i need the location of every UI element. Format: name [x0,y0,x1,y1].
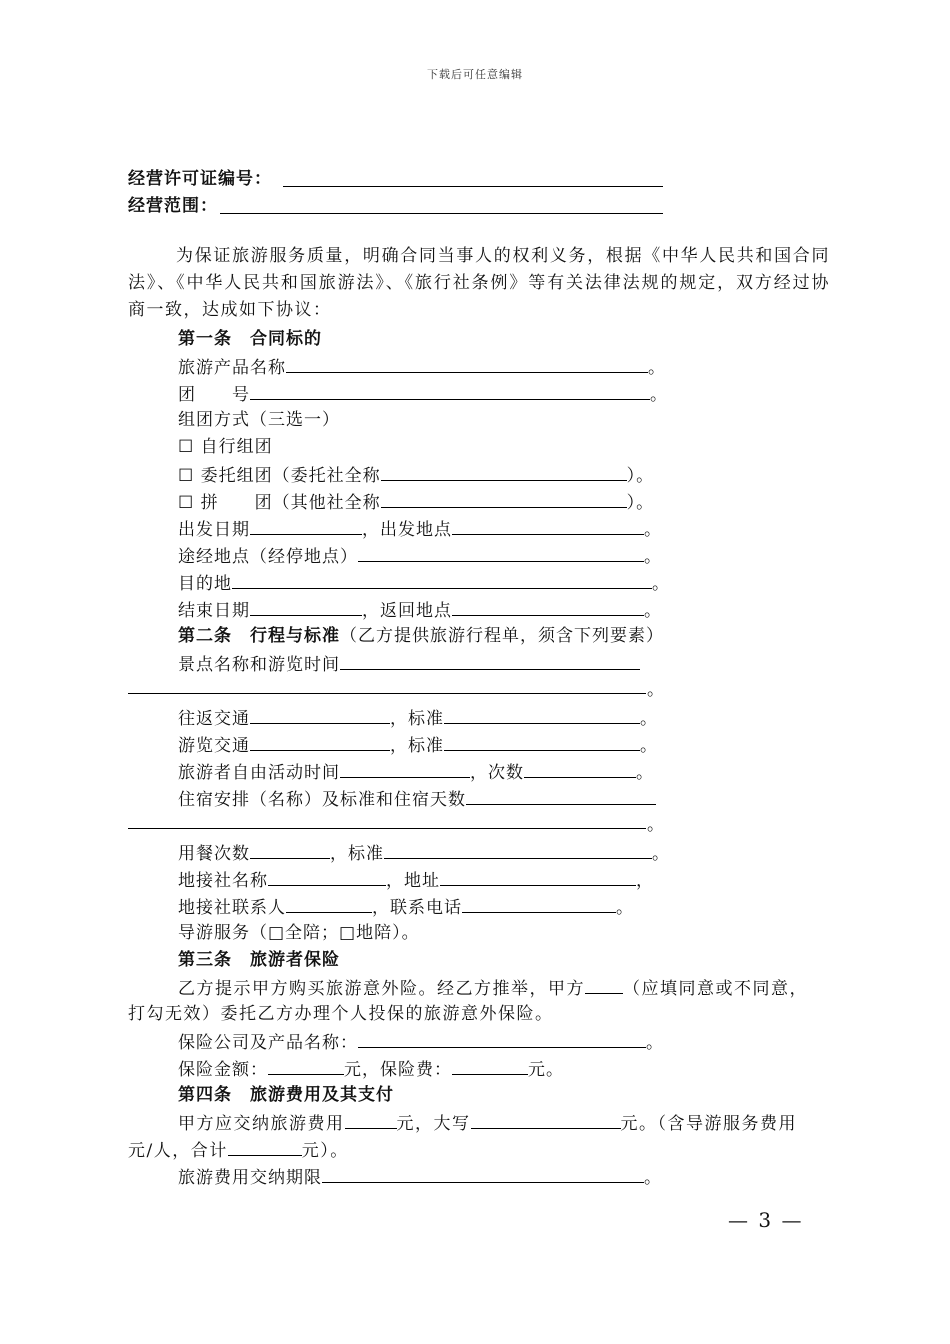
close-paren: ）。 [626,466,655,486]
period: 。 [646,1033,664,1053]
fee-blank[interactable] [345,1111,397,1129]
yuan-close: 元）。 [301,1141,349,1161]
depart-place-label: ，出发地点 [362,520,452,540]
insurance-para-a: 乙方提示甲方购买旅游意外险。经乙方推举，甲方 [178,979,585,999]
total-blank[interactable] [228,1138,302,1156]
fee-guide-note: 元。（含导游服务费用 [620,1114,797,1134]
comma: ， [636,871,654,891]
article-3-title: 第三条 旅游者保险 [178,950,340,970]
checkbox-entrusted[interactable]: ☐ [178,466,195,486]
round-trip-standard-blank[interactable] [444,706,640,724]
period: 。 [636,763,654,783]
return-place-label: ，返回地点 [362,601,452,621]
group-method-label: 组团方式（三选一） [178,410,340,430]
tour-traffic-blank[interactable] [250,733,390,751]
free-time-label: 旅游者自由活动时间 [178,763,340,783]
premium-label: 元，保险费： [344,1060,452,1080]
agency-contact-blank[interactable] [286,895,372,913]
period: 。 [644,601,662,621]
agency-contact-label: 地接社联系人 [178,898,286,918]
article-2-title: 第二条 行程与标准 [178,626,340,646]
standard-label: ，标准 [390,736,444,756]
agency-name-label: 地接社名称 [178,871,268,891]
round-trip-label: 往返交通 [178,709,250,729]
group-number-label: 团 号 [178,385,250,405]
period: 。 [652,844,670,864]
scope-label: 经营范围： [128,196,218,216]
guide-service-label[interactable]: 导游服务（□全陪；□地陪）。 [178,923,420,943]
phone-blank[interactable] [462,895,616,913]
other-agency-blank[interactable] [381,490,627,508]
round-trip-blank[interactable] [250,706,390,724]
license-label: 经营许可证编号： [128,169,272,189]
meals-label: 用餐次数 [178,844,250,864]
insurance-para-c: 打勾无效）委托乙方办理个人投保的旅游意外保险。 [128,1004,554,1024]
spots-blank[interactable] [340,652,640,670]
checkbox-self-organized[interactable]: ☐ [178,437,195,457]
insurance-company-blank[interactable] [358,1030,646,1048]
fee-label: 甲方应交纳旅游费用 [178,1114,345,1134]
via-label: 途经地点（经停地点） [178,547,358,567]
period: 。 [650,385,668,405]
period: 。 [648,358,666,378]
insurance-para-b: （应填同意或不同意， [623,979,808,999]
page-number: — 3 — [728,1208,804,1232]
free-time-blank[interactable] [340,760,470,778]
period: 。 [640,709,658,729]
fee-uppercase-label: 元，大写 [396,1114,471,1134]
entrusted-agency-blank[interactable] [381,463,627,481]
standard-label: ，标准 [330,844,384,864]
period: 。 [616,898,634,918]
tour-traffic-label: 游览交通 [178,736,250,756]
intro-paragraph: 为保证旅游服务质量，明确合同当事人的权利义务，根据《中华人民共和国合同法》、《中华人民共和国旅游法》、《旅行社条例》等有关法律法规的规定，双方经过协商一致，达成如下协议： [128,246,830,320]
fee-deadline-label: 旅游费用交纳期限 [178,1168,322,1188]
end-date-label: 结束日期 [178,601,250,621]
spots-blank-line-2[interactable] [128,693,646,694]
return-place-blank[interactable] [452,598,644,616]
via-blank[interactable] [358,544,644,562]
option-combined: 拼 团（其他社全称 [200,493,381,513]
standard-label: ，标准 [390,709,444,729]
phone-label: ，联系电话 [372,898,462,918]
insurance-company-label: 保险公司及产品名称： [178,1033,358,1053]
period: 。 [640,736,658,756]
meals-blank[interactable] [250,841,330,859]
article-2-note: （乙方提供旅游行程单，须含下列要素） [340,626,664,646]
option-entrusted: 委托组团（委托社全称 [200,466,381,486]
agency-name-blank[interactable] [268,868,386,886]
checkbox-combined[interactable]: ☐ [178,493,195,513]
tour-traffic-standard-blank[interactable] [444,733,640,751]
option-self-organized: 自行组团 [200,437,273,457]
yuan-period: 元。 [528,1060,564,1080]
insurance-amount-blank[interactable] [268,1057,344,1075]
insurance-amount-label: 保险金额： [178,1060,268,1080]
times-label: ，次数 [470,763,524,783]
meals-standard-blank[interactable] [384,841,652,859]
times-blank[interactable] [524,760,636,778]
insurance-consent-blank[interactable] [585,976,623,994]
fee-uppercase-blank[interactable] [471,1111,621,1129]
period: 。 [647,815,665,835]
lodging-label: 住宿安排（名称）及标准和住宿天数 [178,790,466,810]
article-1-title: 第一条 合同标的 [178,329,322,349]
lodging-blank[interactable] [466,787,656,805]
period: 。 [647,680,665,700]
lodging-blank-line-2[interactable] [128,828,646,829]
destination-label: 目的地 [178,574,232,594]
depart-date-blank[interactable] [250,517,362,535]
page-header: 下载后可任意编辑 [427,68,523,81]
article-4-title: 第四条 旅游费用及其支付 [178,1085,394,1105]
period: 。 [652,574,670,594]
fee-deadline-blank[interactable] [322,1165,644,1183]
depart-place-blank[interactable] [452,517,644,535]
period: 。 [644,1168,662,1188]
end-date-blank[interactable] [250,598,362,616]
spots-label: 景点名称和游览时间 [178,655,340,675]
depart-date-label: 出发日期 [178,520,250,540]
address-label: ，地址 [386,871,440,891]
product-name-blank[interactable] [286,355,648,373]
address-blank[interactable] [440,868,636,886]
period: 。 [644,520,662,540]
destination-blank[interactable] [232,571,652,589]
scope-blank[interactable] [220,213,663,214]
product-name-label: 旅游产品名称 [178,358,286,378]
period: 。 [644,547,662,567]
license-blank[interactable] [283,186,663,187]
premium-blank[interactable] [452,1057,528,1075]
close-paren: ）。 [626,493,655,513]
per-person-total-label: 元/人，合计 [128,1141,228,1161]
group-number-blank[interactable] [250,382,650,400]
